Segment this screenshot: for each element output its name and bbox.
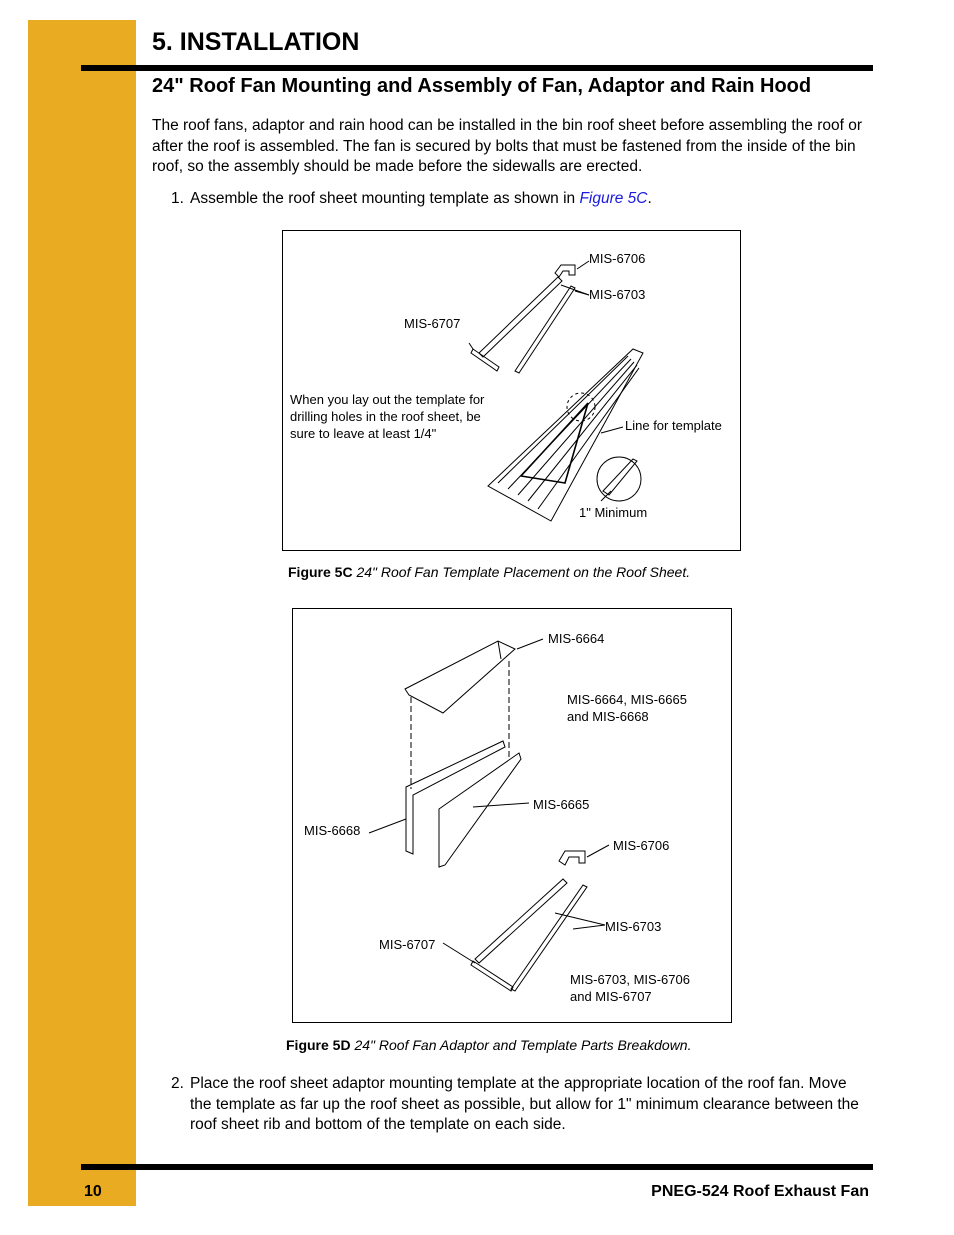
fig5c-label-minimum: 1" Minimum [579, 505, 648, 520]
figure-5d-drawing [293, 609, 731, 1022]
step-2 [171, 1074, 871, 1136]
step-2-number: 2. [171, 1075, 184, 1092]
page-number: 10 [84, 1183, 102, 1200]
part-mis-6707 [471, 961, 513, 991]
fig5d-group1-line-2: and MIS-6668 [567, 709, 649, 724]
fig5d-group1-line-1: MIS-6664, MIS-6665 [567, 692, 687, 707]
part-mis-6703-rail-b [515, 286, 575, 373]
part-mis-6706 [555, 265, 575, 277]
fig5d-label-mis-6664: MIS-6664 [548, 631, 605, 646]
roof-sheet [488, 349, 643, 521]
fig5d-label-mis-6665: MIS-6665 [533, 797, 590, 812]
step-2-text: Place the roof sheet adaptor mounting template at the appropriate location of the roof fan. Move the template as far up the roof sheet as possible, but allow for 1" minimum clearance between the roof sheet rib and bottom of the template on each side. [190, 1075, 859, 1133]
step-1-number: 1. [171, 190, 184, 207]
figure-5c-caption-label: Figure 5C [288, 564, 353, 580]
fig5d-label-mis-6668: MIS-6668 [304, 823, 361, 838]
figure-5c-link[interactable]: Figure 5C [579, 190, 648, 207]
part-mis-6665 [439, 753, 521, 867]
document-title: PNEG-524 Roof Exhaust Fan [651, 1183, 869, 1200]
intro-paragraph: The roof fans, adaptor and rain hood can be installed in the bin roof sheet before assembling the roof or after the roof is assembled. The fan is secured by bolts that must be fastened from the inside of the bin roof, so the assembly should be made before the sidewalls are erected. [152, 117, 863, 175]
section-title: 5. INSTALLATION [152, 28, 360, 56]
fig5c-label-line-for-template: Line for template [625, 418, 722, 433]
fig5c-note-line-3: sure to leave at least 1/4" [290, 426, 437, 441]
footer-rule [81, 1164, 873, 1170]
fig5d-group2-line-1: MIS-6703, MIS-6706 [570, 972, 690, 987]
figure-5d-caption [286, 1037, 692, 1053]
figure-5c-drawing [283, 231, 740, 550]
figure-5c-caption [288, 564, 690, 580]
part-mis-6703-rail-a [475, 879, 567, 963]
part-mis-6703-rail-a [479, 277, 562, 357]
step-1 [171, 189, 871, 210]
subheading: 24" Roof Fan Mounting and Assembly of Fan, Adaptor and Rain Hood [152, 75, 812, 97]
part-mis-6706 [559, 851, 585, 865]
step-1-text [171, 189, 871, 210]
fig5d-label-mis-6707: MIS-6707 [379, 937, 436, 952]
figure-5c-caption-text: 24" Roof Fan Template Placement on the Roof Sheet. [352, 564, 691, 580]
step-1-end: . [647, 190, 652, 207]
header-rule [81, 65, 873, 71]
fig5c-label-mis-6703: MIS-6703 [589, 287, 646, 302]
fig5c-note-line-2: drilling holes in the roof sheet, be [290, 409, 481, 424]
zoom-rib [603, 459, 637, 495]
fig5c-label-mis-6706: MIS-6706 [589, 251, 646, 266]
figure-5d [292, 608, 732, 1023]
step-1-body: Assemble the roof sheet mounting template as shown in [190, 190, 580, 207]
fig5c-label-mis-6707: MIS-6707 [404, 316, 461, 331]
figure-5d-caption-text: 24" Roof Fan Adaptor and Template Parts Breakdown. [350, 1037, 692, 1053]
figure-5d-caption-label: Figure 5D [286, 1037, 351, 1053]
fig5d-label-mis-6706: MIS-6706 [613, 838, 670, 853]
part-mis-6664 [405, 641, 515, 713]
page-side-band [28, 20, 136, 1206]
fig5d-group2-line-2: and MIS-6707 [570, 989, 652, 1004]
fig5d-label-mis-6703: MIS-6703 [605, 919, 662, 934]
figure-5c [282, 230, 741, 551]
fig5c-note-line-1: When you lay out the template for [290, 392, 485, 407]
part-mis-6707 [471, 349, 499, 371]
